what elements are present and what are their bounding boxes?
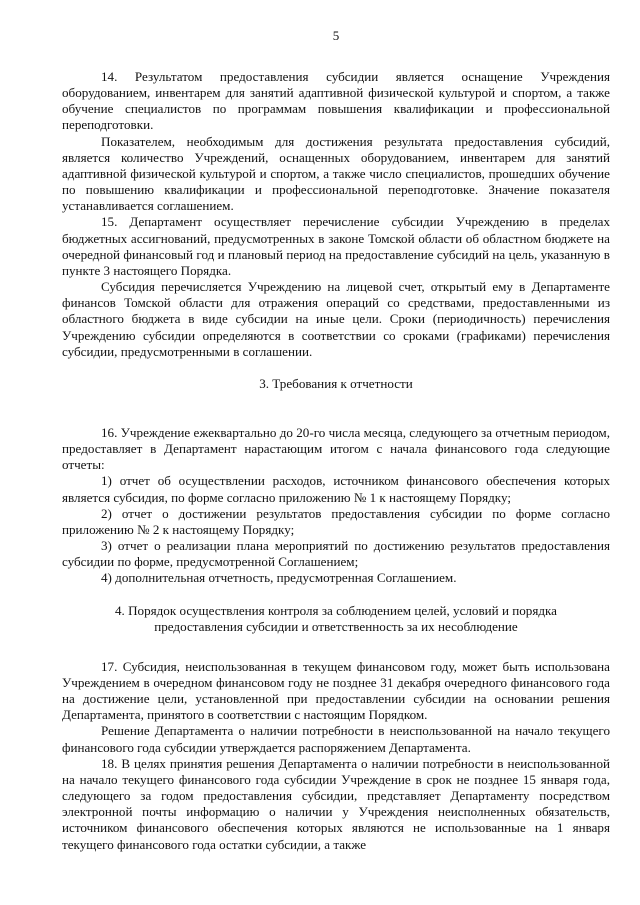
paragraph-14-indicator: Показателем, необходимым для достижения результата предоставления субсидий, является количество Учреждений, оснащенных оборудованием, инвентарем для занятий адаптивной физической культурой и спортом, а также число специалистов, прошедших обучение по повышению квалификации и профессиональной переподготовке. Значение показателя устанавливается соглашением. [62,133,610,214]
paragraph-16-item-4: 4) дополнительная отчетность, предусмотренная Соглашением. [101,570,457,586]
paragraph-17-decision: Решение Департамента о наличии потребности в неиспользованной на начало текущего финансового года субсидии утверждается распоряжением Департамента. [62,723,610,755]
paragraph-16-item-2: 2) отчет о достижении результатов предоставления субсидии по форме согласно приложению № 2 к настоящему Порядку; [62,505,610,537]
paragraph-14: 14. Результатом предоставления субсидии является оснащение Учреждения оборудованием, инвентарем для занятий адаптивной физической культурой и спортом, а также обучение специалистов по программам повышения квалификации и профессиональной переподготовки. [62,69,610,133]
paragraph-16-item-1: 1) отчет об осуществлении расходов, источником финансового обеспечения которых является субсидия, по форме согласно приложению № 1 к настоящему Порядку; [62,473,610,505]
section-heading-4 [62,603,610,635]
paragraph-16: 16. Учреждение ежеквартально до 20-го числа месяца, следующего за отчетным периодом, предоставляет в Департамент нарастающим итогом с начала финансового года следующие отчеты: [62,424,610,473]
document-page [62,28,610,853]
paragraph-16-item-3: 3) отчет о реализации плана мероприятий по достижению результатов предоставления субсидии по форме, предусмотренной Соглашением; [62,538,610,570]
paragraph-18: 18. В целях принятия решения Департамента о наличии потребности в неиспользованной на начало текущего финансового года субсидии Учреждение в срок не позднее 15 января года, следующего за годом предоставления субсидии, представляет Департаменту посредством электронной почты информацию о наличии у Учреждения неисполненных обязательств, источником финансового обеспечения которых являются не использованные на 1 января текущего финансового года остатки субсидии, а также [62,755,610,852]
paragraph-17: 17. Субсидия, неиспользованная в текущем финансовом году, может быть использована Учреждением в очередном финансовом году не позднее 31 декабря очередного финансового года на достижение цели, установленной при предоставлении субсидии на основании решения Департамента, принятого в соответствии с настоящим Порядком. [62,658,610,723]
paragraph-15-account: Субсидия перечисляется Учреждению на лицевой счет, открытый ему в Департаменте финансов Томской области для отражения операций со средствами, предоставленными из областного бюджета в виде субсидии на иные цели. Сроки (периодичность) перечисления Учреждению субсидии определяются в соответствии со сроками (графиками) перечисления субсидии, предусмотренными в соглашении. [62,279,610,359]
page-number: 5 [332,28,340,43]
paragraph-15: 15. Департамент осуществляет перечисление субсидии Учреждению в пределах бюджетных ассигнований, предусмотренных в законе Томской области об областном бюджете на очередной финансовый год и плановый период на предоставление субсидий на цель, указанную в пункте 3 настоящего Порядка. [62,214,610,278]
section-heading-3: 3. Требования к отчетности [259,375,413,391]
section-heading-4-line-2: предоставления субсидии и ответственность за их несоблюдение [154,618,518,634]
section-heading-4-line-1: 4. Порядок осуществления контроля за соблюдением целей, условий и порядка [114,602,557,618]
